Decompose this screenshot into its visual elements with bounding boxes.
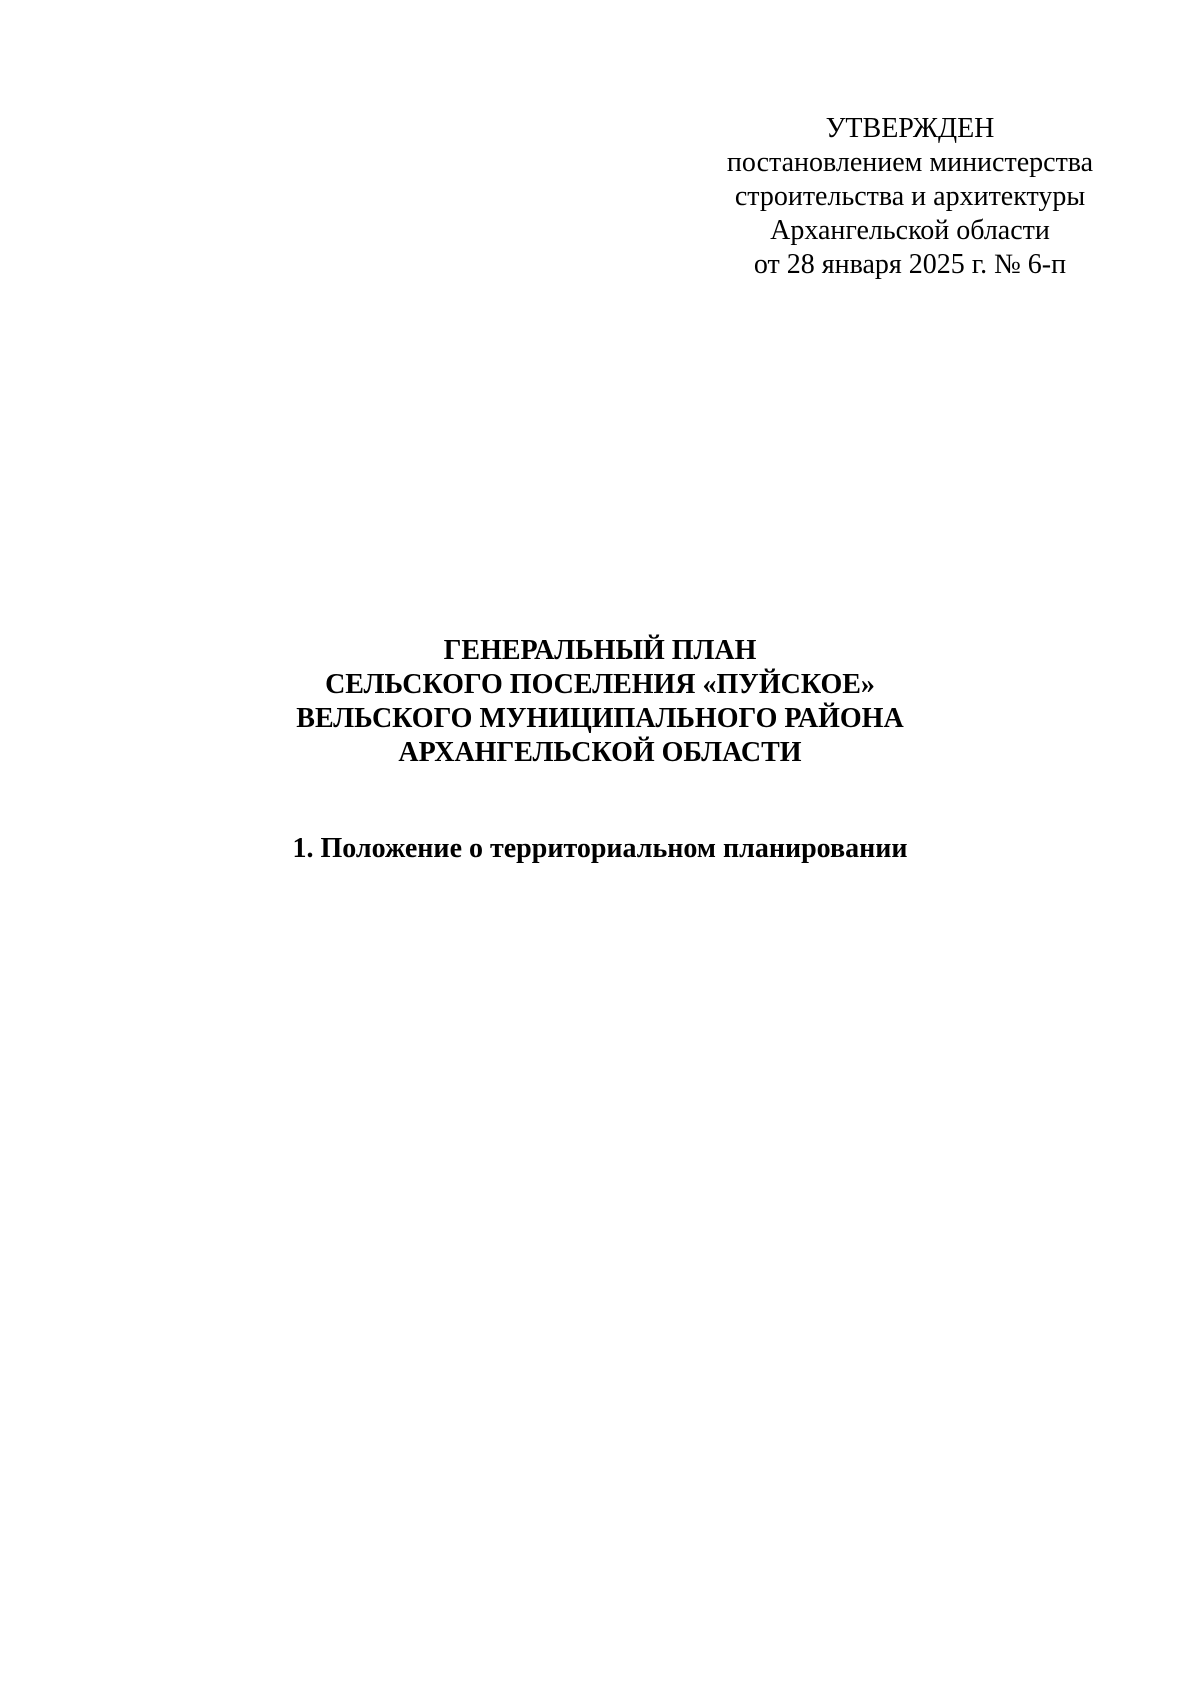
title-line-district: ВЕЛЬСКОГО МУНИЦИПАЛЬНОГО РАЙОНА xyxy=(296,703,904,734)
title-line-region: АРХАНГЕЛЬСКОЙ ОБЛАСТИ xyxy=(398,737,802,768)
approval-line-ministry: строительства и архитектуры xyxy=(734,181,1086,212)
approval-line-resolution: постановлением министерства xyxy=(726,147,1094,178)
approval-stamp xyxy=(660,112,1160,282)
section-heading: 1. Положение о территориальном планировании xyxy=(292,833,908,864)
title-line-settlement: СЕЛЬСКОГО ПОСЕЛЕНИЯ «ПУЙСКОЕ» xyxy=(325,669,875,700)
document-title xyxy=(0,634,1200,770)
title-line-general-plan: ГЕНЕРАЛЬНЫЙ ПЛАН xyxy=(443,635,757,666)
approval-line-approved: УТВЕРЖДЕН xyxy=(825,113,995,144)
approval-line-date-number: от 28 января 2025 г. № 6-п xyxy=(753,249,1067,280)
approval-line-region: Архангельской области xyxy=(770,215,1050,246)
